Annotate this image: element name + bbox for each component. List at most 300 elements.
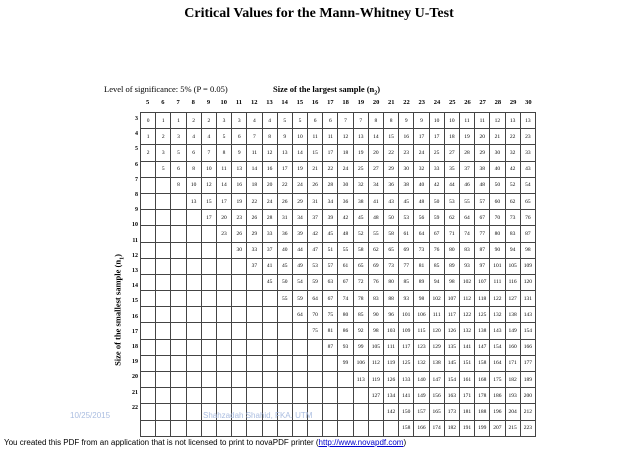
column-header: 10 <box>220 99 227 106</box>
column-header: 6 <box>161 99 165 106</box>
table-cell <box>247 307 262 323</box>
column-header: 25 <box>448 99 456 106</box>
table-cell: 101 <box>399 307 414 323</box>
column-header: 19 <box>357 99 365 106</box>
table-cell: 16 <box>232 177 247 193</box>
table-cell: 107 <box>475 274 490 290</box>
table-cell: 13 <box>277 145 292 161</box>
table-cell: 88 <box>384 291 399 307</box>
table-cell <box>232 339 247 355</box>
table-cell: 7 <box>338 113 353 129</box>
table-cell <box>171 307 186 323</box>
table-cell <box>141 404 156 420</box>
table-cell: 48 <box>338 226 353 242</box>
table-cell: 138 <box>475 323 490 339</box>
table-cell <box>216 420 231 436</box>
table-row <box>141 307 536 323</box>
table-cell: 132 <box>490 307 505 323</box>
table-cell: 98 <box>444 274 459 290</box>
table-cell: 7 <box>353 113 368 129</box>
table-cell <box>338 388 353 404</box>
table-cell: 12 <box>490 113 505 129</box>
column-axis-text: Size of the largest sample (n <box>273 84 375 94</box>
table-cell: 29 <box>475 145 490 161</box>
table-cell: 67 <box>323 291 338 307</box>
table-cell <box>171 258 186 274</box>
table-cell: 13 <box>186 193 201 209</box>
table-cell <box>232 307 247 323</box>
table-cell: 126 <box>444 323 459 339</box>
table-cell: 53 <box>308 258 323 274</box>
table-cell <box>186 388 201 404</box>
row-header: 11 <box>132 237 138 244</box>
table-cell <box>247 274 262 290</box>
table-cell: 45 <box>399 193 414 209</box>
table-cell <box>156 242 171 258</box>
table-cell <box>141 193 156 209</box>
row-header: 6 <box>135 161 138 168</box>
column-headers <box>140 99 536 108</box>
table-cell: 45 <box>353 210 368 226</box>
table-cell: 10 <box>444 113 459 129</box>
table-cell: 3 <box>216 113 231 129</box>
table-cell <box>171 242 186 258</box>
table-cell: 76 <box>429 242 444 258</box>
table-cell: 138 <box>429 355 444 371</box>
table-cell <box>201 323 216 339</box>
novapdf-link[interactable]: http://www.novapdf.com <box>318 438 404 447</box>
table-cell: 11 <box>216 161 231 177</box>
column-axis-close-paren: ) <box>377 84 381 94</box>
table-cell <box>323 388 338 404</box>
row-header: 14 <box>132 283 138 290</box>
table-cell: 42 <box>505 161 520 177</box>
row-axis-label <box>113 254 126 366</box>
table-cell <box>216 258 231 274</box>
table-cell <box>171 193 186 209</box>
table-cell <box>201 226 216 242</box>
table-cell: 57 <box>323 258 338 274</box>
column-axis-label <box>273 84 380 97</box>
table-cell: 61 <box>399 226 414 242</box>
table-cell: 23 <box>216 226 231 242</box>
table-cell: 50 <box>490 177 505 193</box>
table-cell: 181 <box>459 404 474 420</box>
table-cell: 8 <box>384 113 399 129</box>
table-cell: 175 <box>490 372 505 388</box>
table-cell: 3 <box>171 129 186 145</box>
table-cell: 125 <box>399 355 414 371</box>
table-cell: 119 <box>368 372 383 388</box>
row-header: 4 <box>135 131 138 138</box>
table-cell: 50 <box>277 274 292 290</box>
table-cell: 1 <box>171 113 186 129</box>
table-cell: 99 <box>338 355 353 371</box>
table-cell: 14 <box>292 145 307 161</box>
table-cell <box>186 291 201 307</box>
table-cell: 11 <box>475 113 490 129</box>
table-cell: 55 <box>459 193 474 209</box>
license-notice <box>4 438 406 447</box>
column-header: 16 <box>311 99 319 106</box>
table-cell: 43 <box>520 161 535 177</box>
table-cell: 25 <box>353 161 368 177</box>
row-header: 5 <box>135 146 138 153</box>
table-cell: 22 <box>384 145 399 161</box>
table-cell <box>353 388 368 404</box>
table-cell <box>171 323 186 339</box>
table-cell: 147 <box>475 339 490 355</box>
table-cell: 33 <box>520 145 535 161</box>
table-cell: 33 <box>429 161 444 177</box>
table-cell: 10 <box>186 177 201 193</box>
table-cell: 191 <box>459 420 474 436</box>
table-cell: 24 <box>414 145 429 161</box>
table-cell: 65 <box>353 258 368 274</box>
table-row <box>141 323 536 339</box>
table-cell: 58 <box>353 242 368 258</box>
table-cell: 17 <box>414 129 429 145</box>
table-cell: 129 <box>429 339 444 355</box>
table-cell <box>141 210 156 226</box>
table-cell: 111 <box>490 274 505 290</box>
table-cell: 63 <box>323 274 338 290</box>
table-cell: 54 <box>292 274 307 290</box>
table-cell: 5 <box>156 161 171 177</box>
table-cell: 80 <box>444 242 459 258</box>
table-cell: 22 <box>323 161 338 177</box>
table-cell: 70 <box>308 307 323 323</box>
table-cell: 37 <box>247 258 262 274</box>
table-cell <box>323 404 338 420</box>
table-cell <box>156 420 171 436</box>
column-header: 23 <box>418 99 425 106</box>
table-row <box>141 388 536 404</box>
table-cell: 45 <box>277 258 292 274</box>
table-cell: 106 <box>353 355 368 371</box>
table-cell <box>262 339 277 355</box>
column-header: 8 <box>191 99 195 106</box>
table-cell: 115 <box>414 323 429 339</box>
table-cell <box>186 210 201 226</box>
table-cell: 1 <box>156 113 171 129</box>
footer-author: Shahzadah Shahid, FKA. UTM <box>203 411 313 420</box>
row-header: 20 <box>132 374 138 381</box>
table-cell: 10 <box>292 129 307 145</box>
table-cell: 2 <box>141 145 156 161</box>
table-cell: 106 <box>414 307 429 323</box>
table-cell: 161 <box>459 372 474 388</box>
table-cell: 127 <box>368 388 383 404</box>
table-cell: 18 <box>338 145 353 161</box>
table-cell: 103 <box>384 323 399 339</box>
table-cell: 20 <box>368 145 383 161</box>
table-cell: 18 <box>444 129 459 145</box>
table-cell <box>186 420 201 436</box>
table-cell: 60 <box>490 193 505 209</box>
table-cell <box>201 339 216 355</box>
table-cell <box>171 226 186 242</box>
table-cell: 19 <box>232 193 247 209</box>
table-cell <box>156 307 171 323</box>
row-axis-close-paren: ) <box>112 254 123 257</box>
license-notice-end: ) <box>403 438 407 447</box>
table-cell: 90 <box>368 307 383 323</box>
table-cell: 11 <box>459 113 474 129</box>
column-header: 7 <box>176 99 180 106</box>
table-cell <box>156 404 171 420</box>
table-cell: 120 <box>429 323 444 339</box>
table-cell: 89 <box>414 274 429 290</box>
table-cell: 70 <box>490 210 505 226</box>
table-cell: 64 <box>459 210 474 226</box>
table-cell: 53 <box>444 193 459 209</box>
table-cell: 76 <box>520 210 535 226</box>
table-cell: 163 <box>444 388 459 404</box>
table-cell: 59 <box>308 274 323 290</box>
table-cell: 29 <box>292 193 307 209</box>
table-cell <box>323 355 338 371</box>
table-cell: 64 <box>308 291 323 307</box>
table-cell <box>262 323 277 339</box>
table-cell <box>292 323 307 339</box>
table-cell: 11 <box>247 145 262 161</box>
table-cell <box>156 355 171 371</box>
table-cell: 55 <box>368 226 383 242</box>
table-row <box>141 291 536 307</box>
table-cell: 182 <box>505 372 520 388</box>
table-cell <box>216 339 231 355</box>
table-cell: 87 <box>475 242 490 258</box>
table-cell: 131 <box>520 291 535 307</box>
table-cell <box>216 323 231 339</box>
table-cell <box>186 258 201 274</box>
column-axis-subscript: 2 <box>374 90 378 97</box>
table-cell <box>232 388 247 404</box>
table-cell <box>277 388 292 404</box>
table-cell: 44 <box>292 242 307 258</box>
table-cell: 23 <box>520 129 535 145</box>
table-cell <box>186 226 201 242</box>
table-cell <box>201 372 216 388</box>
table-cell <box>216 242 231 258</box>
table-cell: 215 <box>505 420 520 436</box>
table-cell: 90 <box>490 242 505 258</box>
table-cell: 59 <box>292 291 307 307</box>
table-cell: 111 <box>384 339 399 355</box>
table-row <box>141 274 536 290</box>
table-cell: 16 <box>262 161 277 177</box>
table-cell <box>186 372 201 388</box>
table-cell <box>292 372 307 388</box>
table-cell: 6 <box>186 145 201 161</box>
table-cell <box>277 307 292 323</box>
table-cell: 9 <box>277 129 292 145</box>
table-cell: 38 <box>399 177 414 193</box>
table-cell: 99 <box>353 339 368 355</box>
column-header: 24 <box>433 99 441 106</box>
table-cell: 26 <box>308 177 323 193</box>
table-cell: 119 <box>384 355 399 371</box>
row-header: 7 <box>135 176 138 183</box>
table-cell: 12 <box>338 129 353 145</box>
table-cell: 8 <box>216 145 231 161</box>
table-cell <box>277 372 292 388</box>
table-cell: 2 <box>186 113 201 129</box>
table-cell: 45 <box>262 274 277 290</box>
table-cell <box>277 339 292 355</box>
table-cell <box>156 388 171 404</box>
table-cell: 147 <box>429 372 444 388</box>
table-cell: 32 <box>414 161 429 177</box>
table-cell <box>186 323 201 339</box>
table-cell <box>186 339 201 355</box>
table-cell <box>141 177 156 193</box>
table-cell: 41 <box>262 258 277 274</box>
table-cell: 8 <box>368 113 383 129</box>
table-cell: 8 <box>171 177 186 193</box>
table-cell: 101 <box>490 258 505 274</box>
table-cell: 52 <box>353 226 368 242</box>
table-cell: 87 <box>520 226 535 242</box>
table-cell: 89 <box>444 258 459 274</box>
table-cell: 21 <box>490 129 505 145</box>
table-cell <box>368 404 383 420</box>
table-cell: 149 <box>414 388 429 404</box>
table-cell: 77 <box>475 226 490 242</box>
table-cell <box>141 372 156 388</box>
table-cell: 4 <box>186 129 201 145</box>
table-cell <box>156 226 171 242</box>
table-cell <box>141 388 156 404</box>
table-cell <box>338 404 353 420</box>
table-row <box>141 339 536 355</box>
table-cell: 40 <box>277 242 292 258</box>
table-cell: 223 <box>520 420 535 436</box>
table-cell: 105 <box>505 258 520 274</box>
table-cell: 38 <box>353 193 368 209</box>
table-cell: 32 <box>353 177 368 193</box>
table-cell <box>156 372 171 388</box>
table-cell <box>277 355 292 371</box>
table-cell: 2 <box>156 129 171 145</box>
table-cell <box>156 193 171 209</box>
column-header: 20 <box>372 99 380 106</box>
table-cell: 50 <box>384 210 399 226</box>
table-cell: 30 <box>490 145 505 161</box>
row-header: 9 <box>135 207 138 214</box>
table-cell: 186 <box>490 388 505 404</box>
table-cell <box>171 339 186 355</box>
table-cell <box>262 388 277 404</box>
row-header: 22 <box>132 404 138 411</box>
table-cell: 61 <box>338 258 353 274</box>
table-cell: 15 <box>201 193 216 209</box>
table-cell: 67 <box>338 274 353 290</box>
table-cell: 75 <box>323 307 338 323</box>
table-cell <box>186 242 201 258</box>
table-cell <box>308 388 323 404</box>
table-cell: 28 <box>323 177 338 193</box>
table-cell <box>216 355 231 371</box>
table-cell <box>156 258 171 274</box>
table-cell <box>216 372 231 388</box>
table-cell: 111 <box>429 307 444 323</box>
table-cell: 10 <box>201 161 216 177</box>
table-cell <box>384 420 399 436</box>
table-cell: 173 <box>444 404 459 420</box>
table-cell: 120 <box>520 274 535 290</box>
table-cell: 122 <box>459 307 474 323</box>
table-cell: 48 <box>414 193 429 209</box>
table-cell: 34 <box>292 210 307 226</box>
table-cell <box>247 420 262 436</box>
table-cell: 14 <box>247 161 262 177</box>
table-cell: 105 <box>368 339 383 355</box>
column-header: 27 <box>479 99 486 106</box>
table-cell: 40 <box>414 177 429 193</box>
table-cell: 62 <box>505 193 520 209</box>
table-cell: 22 <box>277 177 292 193</box>
table-row <box>141 258 536 274</box>
table-cell <box>201 420 216 436</box>
table-cell: 165 <box>429 404 444 420</box>
table-cell <box>141 161 156 177</box>
table-cell: 142 <box>384 404 399 420</box>
table-cell: 154 <box>490 339 505 355</box>
table-row <box>141 210 536 226</box>
table-cell: 143 <box>490 323 505 339</box>
table-cell <box>308 355 323 371</box>
table-cell: 22 <box>505 129 520 145</box>
table-cell: 77 <box>399 258 414 274</box>
table-row <box>141 355 536 371</box>
table-cell: 123 <box>414 339 429 355</box>
table-cell <box>247 388 262 404</box>
table-cell: 12 <box>201 177 216 193</box>
table-cell <box>141 291 156 307</box>
table-cell: 52 <box>505 177 520 193</box>
table-row <box>141 420 536 436</box>
table-cell: 13 <box>520 113 535 129</box>
table-cell: 135 <box>444 339 459 355</box>
table-cell: 45 <box>323 226 338 242</box>
table-cell: 141 <box>399 388 414 404</box>
table-cell: 74 <box>459 226 474 242</box>
table-cell: 29 <box>384 161 399 177</box>
table-cell: 156 <box>429 388 444 404</box>
table-cell: 14 <box>216 177 231 193</box>
table-cell: 117 <box>444 307 459 323</box>
table-cell: 67 <box>429 226 444 242</box>
table-cell: 20 <box>216 210 231 226</box>
table-cell: 33 <box>247 242 262 258</box>
table-cell <box>141 258 156 274</box>
table-cell <box>247 339 262 355</box>
table-cell <box>353 420 368 436</box>
table-cell <box>171 355 186 371</box>
table-cell: 56 <box>414 210 429 226</box>
table-cell <box>171 420 186 436</box>
table-cell: 54 <box>520 177 535 193</box>
table-row <box>141 145 536 161</box>
table-cell: 157 <box>414 404 429 420</box>
table-row <box>141 177 536 193</box>
row-header: 8 <box>135 192 138 198</box>
table-cell: 122 <box>490 291 505 307</box>
table-cell: 17 <box>323 145 338 161</box>
row-axis-subscript: 1 <box>119 256 126 260</box>
